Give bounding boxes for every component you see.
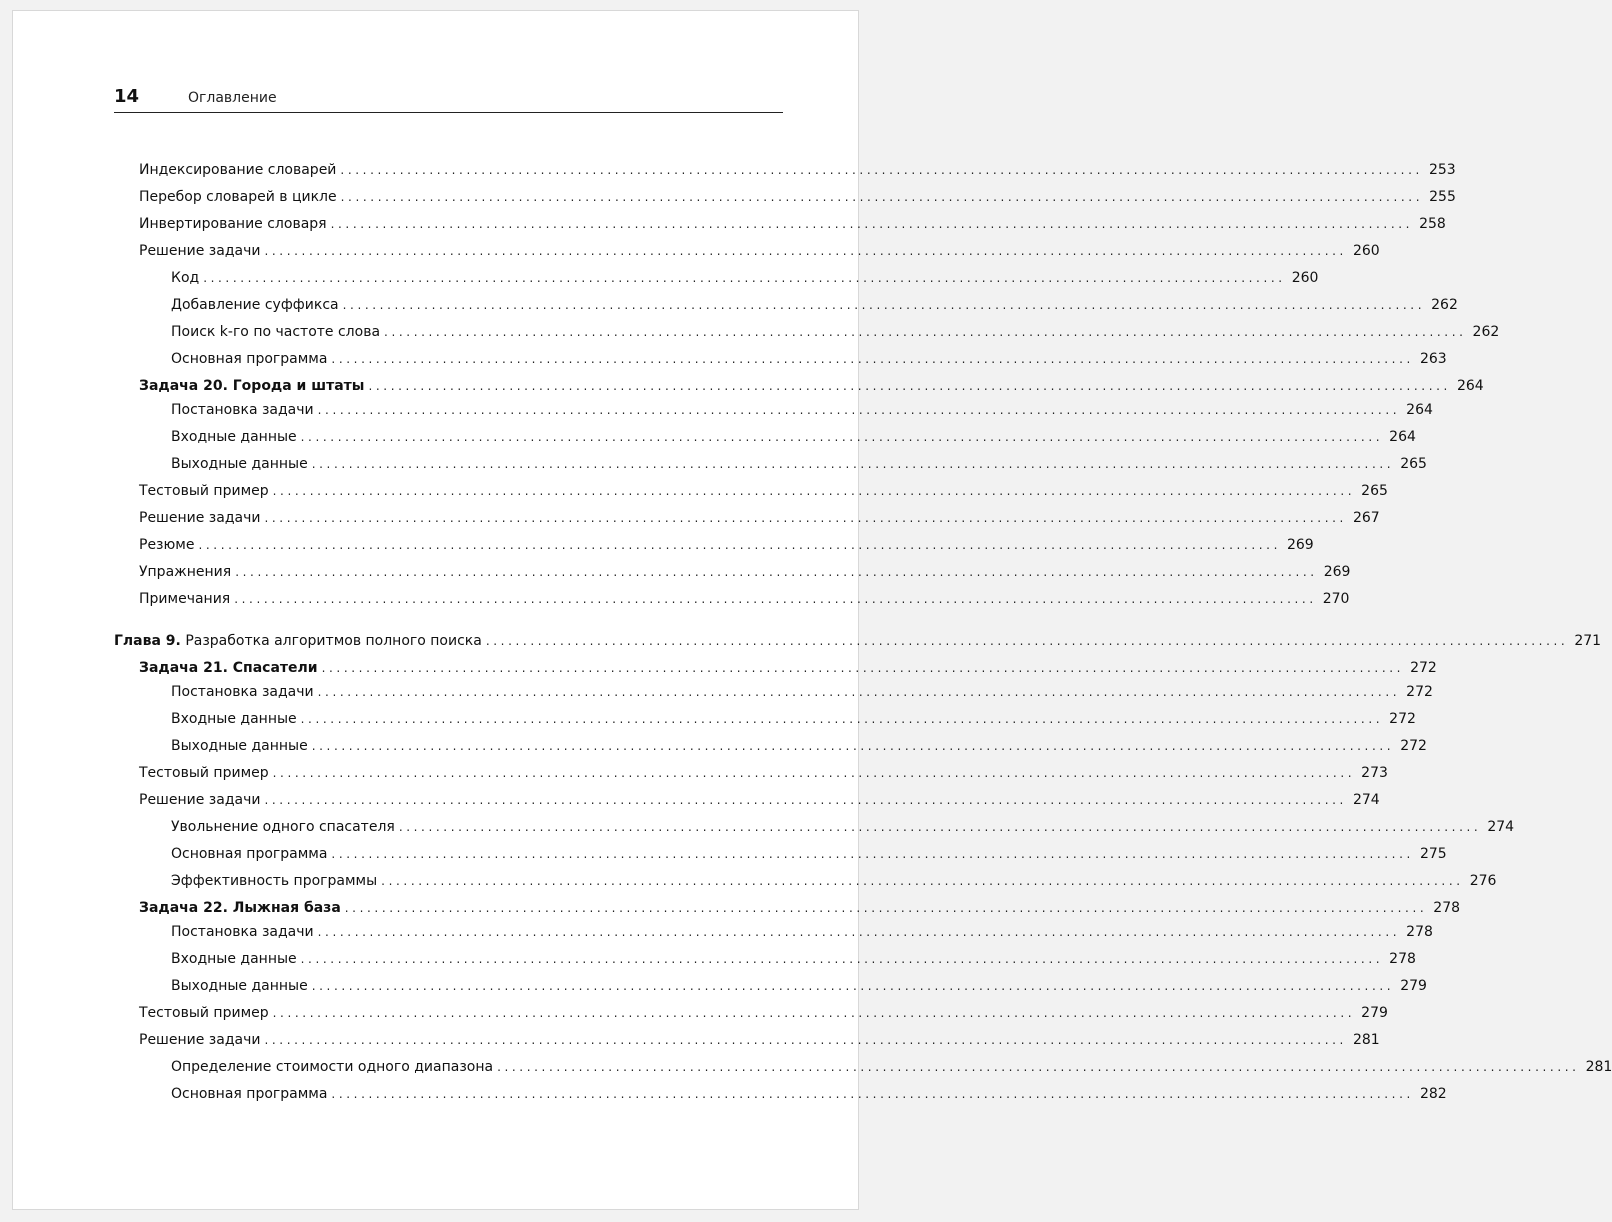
toc-entry-title: Эффективность программы: [171, 873, 378, 889]
section-title: Оглавление: [188, 90, 277, 106]
toc-entry[interactable]: [139, 559, 1351, 581]
toc-entry-task[interactable]: [139, 373, 1484, 395]
toc-entry-title: Задача 21. Спасатели: [139, 660, 318, 676]
leader-dots: ..................................................................................................................................................: [330, 217, 1414, 231]
toc-entry-page: 255: [1429, 189, 1456, 205]
toc-entry[interactable]: [139, 787, 1380, 809]
leader-dots: ..................................................................................................................................................: [235, 565, 1318, 579]
toc-entry-page: 278: [1433, 900, 1461, 916]
toc-entry-title: Выходные данные: [171, 738, 308, 754]
toc-entry[interactable]: [171, 814, 1515, 836]
toc-entry-page: 281: [1352, 1032, 1380, 1048]
toc-entry[interactable]: [171, 451, 1427, 473]
toc-entry-title: Код: [171, 270, 200, 286]
toc-entry[interactable]: [171, 868, 1497, 890]
toc-entry-title: Задача 20. Города и штаты: [139, 378, 365, 394]
toc-entry-page: 262: [1472, 324, 1500, 340]
toc-entry-title: Увольнение одного спасателя: [171, 819, 395, 835]
toc-entry[interactable]: [171, 346, 1447, 368]
toc-entry-title: Основная программа: [171, 351, 328, 367]
toc-entry-page: 269: [1323, 564, 1351, 580]
toc-entry[interactable]: [139, 478, 1388, 500]
leader-dots: ..................................................................................................................................................: [317, 685, 1401, 699]
leader-dots: ..................................................................................................................................................: [340, 190, 1424, 204]
toc-entry-page: 264: [1406, 402, 1433, 418]
leader-dots: ..................................................................................................................................................: [485, 634, 1569, 648]
toc-entry-page: 265: [1361, 483, 1388, 499]
toc-entry-title: Тестовый пример: [139, 1005, 269, 1021]
toc-entry-title: Тестовый пример: [139, 765, 269, 781]
toc-entry[interactable]: [171, 841, 1447, 863]
toc-entry-title: Определение стоимости одного диапазона: [171, 1059, 494, 1075]
page-number: 14: [114, 86, 140, 107]
toc-entry[interactable]: [139, 1027, 1380, 1049]
toc-entry[interactable]: [171, 397, 1433, 419]
toc-entry[interactable]: [139, 586, 1350, 608]
toc-entry[interactable]: [171, 973, 1427, 995]
toc-entry-title: Индексирование словарей: [139, 162, 337, 178]
toc-entry-page: 272: [1400, 738, 1427, 754]
toc-entry-page: 279: [1400, 978, 1427, 994]
leader-dots: ..................................................................................................................................................: [398, 820, 1482, 834]
toc-entry-title: Инвертирование словаря: [139, 216, 327, 232]
leader-dots: ..................................................................................................................................................: [203, 271, 1286, 285]
toc-entry[interactable]: [171, 946, 1416, 968]
toc-entry-page: 274: [1352, 792, 1380, 808]
leader-dots: ..................................................................................................................................................: [331, 847, 1414, 861]
toc-entry[interactable]: [139, 157, 1456, 179]
toc-entry-page: 271: [1574, 633, 1602, 649]
leader-dots: ..................................................................................................................................................: [317, 403, 1401, 417]
toc-entry[interactable]: [171, 1081, 1447, 1103]
toc-entry-title: Примечания: [139, 591, 231, 607]
toc-entry-title: Решение задачи: [139, 510, 261, 526]
toc-entry[interactable]: [139, 760, 1388, 782]
toc-entry-title: Добавление суффикса: [171, 297, 339, 313]
toc-entry-page: 281: [1585, 1059, 1612, 1075]
leader-dots: ..................................................................................................................................................: [272, 484, 1356, 498]
toc-entry[interactable]: [139, 184, 1456, 206]
leader-dots: ..................................................................................................................................................: [340, 163, 1423, 177]
toc-entry-title: Выходные данные: [171, 456, 308, 472]
toc-entry[interactable]: [171, 733, 1427, 755]
toc-entry-page: 272: [1406, 684, 1433, 700]
leader-dots: ..................................................................................................................................................: [331, 1087, 1414, 1101]
leader-dots: ..................................................................................................................................................: [344, 901, 1428, 915]
leader-dots: ..................................................................................................................................................: [317, 925, 1401, 939]
toc-entry-title: Резюме: [139, 537, 195, 553]
toc-entry-page: 274: [1487, 819, 1515, 835]
leader-dots: ..................................................................................................................................................: [264, 1033, 1347, 1047]
toc-entry-chapter[interactable]: [114, 628, 1602, 650]
toc-entry-page: 263: [1419, 351, 1447, 367]
toc-entry-title: Входные данные: [171, 711, 297, 727]
toc-entry[interactable]: [171, 679, 1433, 701]
toc-entry-page: 273: [1361, 765, 1388, 781]
toc-entry-page: 260: [1352, 243, 1380, 259]
leader-dots: ..................................................................................................................................................: [300, 712, 1384, 726]
toc-entry[interactable]: [139, 238, 1380, 260]
toc-entry-page: 282: [1419, 1086, 1447, 1102]
toc-entry-page: 267: [1352, 510, 1380, 526]
leader-dots: ..................................................................................................................................................: [300, 952, 1384, 966]
toc-entry-title: Перебор словарей в цикле: [139, 189, 337, 205]
toc-entry-title: Выходные данные: [171, 978, 308, 994]
toc-entry-title: [114, 632, 486, 650]
toc-entry-title: Входные данные: [171, 951, 297, 967]
leader-dots: ..................................................................................................................................................: [311, 739, 1395, 753]
toc-entry-page: 272: [1410, 660, 1437, 676]
toc-entry-title: Тестовый пример: [139, 483, 269, 499]
leader-dots: ..................................................................................................................................................: [331, 352, 1414, 366]
leader-dots: ..................................................................................................................................................: [272, 1006, 1356, 1020]
chapter-title: Разработка алгоритмов полного поиска: [185, 633, 482, 649]
toc-entry-title: Задача 22. Лыжная база: [139, 900, 341, 916]
toc-entry-page: 264: [1456, 378, 1484, 394]
toc-entry-title: Решение задачи: [139, 243, 261, 259]
toc-entry-page: 269: [1286, 537, 1314, 553]
toc-entry-page: 253: [1428, 162, 1456, 178]
leader-dots: ..................................................................................................................................................: [264, 511, 1347, 525]
leader-dots: ..................................................................................................................................................: [381, 874, 1464, 888]
toc-entry[interactable]: [171, 265, 1319, 287]
toc-entry-title: Решение задачи: [139, 792, 261, 808]
toc-entry[interactable]: [171, 424, 1416, 446]
leader-dots: ..................................................................................................................................................: [342, 298, 1426, 312]
toc-entry[interactable]: [171, 319, 1500, 341]
toc-entry-title: Основная программа: [171, 846, 328, 862]
toc-entry[interactable]: [171, 919, 1433, 941]
leader-dots: ..................................................................................................................................................: [311, 457, 1395, 471]
toc-entry[interactable]: [171, 1054, 1612, 1076]
leader-dots: ..................................................................................................................................................: [497, 1060, 1580, 1074]
leader-dots: ..................................................................................................................................................: [300, 430, 1384, 444]
leader-dots: ..................................................................................................................................................: [368, 379, 1451, 393]
toc-entry-title: Упражнения: [139, 564, 232, 580]
toc-entry[interactable]: [139, 505, 1380, 527]
toc-entry-page: 260: [1291, 270, 1319, 286]
toc-entry-title: Постановка задачи: [171, 924, 314, 940]
leader-dots: ..................................................................................................................................................: [234, 592, 1317, 606]
toc-entry-page: 258: [1419, 216, 1446, 232]
toc-entry-page: 264: [1389, 429, 1416, 445]
toc-entry-title: Основная программа: [171, 1086, 328, 1102]
toc-entry-page: 279: [1361, 1005, 1388, 1021]
toc-entry-title: Постановка задачи: [171, 684, 314, 700]
toc-entry-title: Решение задачи: [139, 1032, 261, 1048]
toc-entry-page: 278: [1389, 951, 1416, 967]
toc-entry-title: Поиск k-го по частоте слова: [171, 324, 381, 340]
leader-dots: ..................................................................................................................................................: [198, 538, 1281, 552]
leader-dots: ..................................................................................................................................................: [321, 661, 1405, 675]
toc-entry[interactable]: [139, 532, 1314, 554]
leader-dots: ..................................................................................................................................................: [264, 244, 1347, 258]
toc-entry-page: 265: [1400, 456, 1427, 472]
toc-entry[interactable]: [171, 292, 1458, 314]
leader-dots: ..................................................................................................................................................: [384, 325, 1467, 339]
toc-entry-page: 278: [1406, 924, 1433, 940]
toc-entry-page: 275: [1419, 846, 1447, 862]
chapter-label: Глава 9.: [114, 633, 181, 649]
toc-entry-page: 262: [1431, 297, 1458, 313]
toc-entry-page: 276: [1469, 873, 1497, 889]
leader-dots: ..................................................................................................................................................: [311, 979, 1395, 993]
toc-entry-title: Постановка задачи: [171, 402, 314, 418]
toc-entry-task[interactable]: [139, 655, 1437, 677]
toc-entry-page: 272: [1389, 711, 1416, 727]
leader-dots: ..................................................................................................................................................: [272, 766, 1356, 780]
toc-entry-task[interactable]: [139, 895, 1461, 917]
toc-entry-title: Входные данные: [171, 429, 297, 445]
toc-entry[interactable]: [171, 706, 1416, 728]
toc-entry[interactable]: [139, 211, 1446, 233]
toc-entry-page: 270: [1322, 591, 1350, 607]
toc-entry[interactable]: [139, 1000, 1388, 1022]
leader-dots: ..................................................................................................................................................: [264, 793, 1347, 807]
